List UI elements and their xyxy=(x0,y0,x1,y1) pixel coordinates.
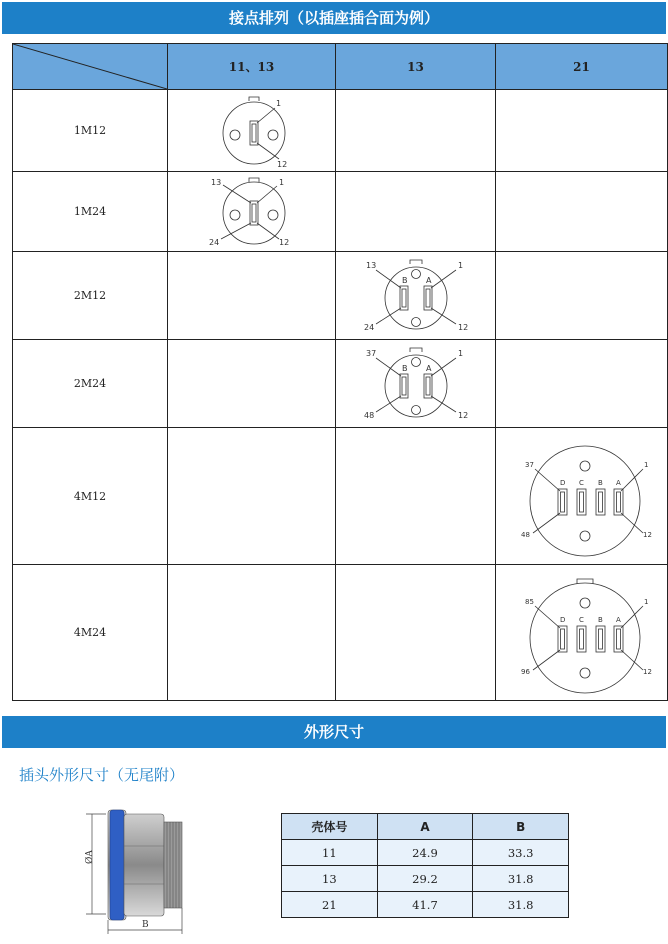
empty-cell xyxy=(168,252,336,340)
header-shell-21: 21 xyxy=(496,44,668,90)
pin-label: 12 xyxy=(278,237,289,247)
pin-label: A xyxy=(615,479,621,487)
pin-label: B xyxy=(597,479,603,487)
table-row xyxy=(282,892,569,918)
pin-label: 12 xyxy=(457,410,468,420)
cell-a: 41.7 xyxy=(377,892,473,918)
cell-shell: 21 xyxy=(282,892,378,918)
pin-row-4m24 xyxy=(13,565,668,701)
blue-coupling-ring xyxy=(110,810,124,920)
row-label: 2M12 xyxy=(13,252,168,340)
corner-cell xyxy=(13,44,168,90)
pin-diagram-1m12 xyxy=(197,91,307,171)
pin-diagram-1m24 xyxy=(197,173,307,251)
pin-label: D xyxy=(559,615,565,624)
table-row xyxy=(282,840,569,866)
pin-label: 1 xyxy=(643,597,648,606)
pin-label: 37 xyxy=(524,461,534,469)
plug-dimensions-subtitle: 插头外形尺寸（无尾附） xyxy=(19,766,185,784)
pin-diagram-cell xyxy=(336,252,496,340)
cell-a: 24.9 xyxy=(377,840,473,866)
plug-outline-drawing xyxy=(70,796,220,936)
empty-cell xyxy=(336,565,496,701)
pin-label: 96 xyxy=(520,667,530,676)
empty-cell xyxy=(496,172,668,252)
empty-cell xyxy=(336,172,496,252)
pin-row-2m24 xyxy=(13,340,668,428)
pin-diagram-cell xyxy=(168,172,336,252)
pin-label: B xyxy=(401,275,407,285)
empty-cell xyxy=(336,428,496,565)
pin-label: 24 xyxy=(363,322,374,332)
header-b: B xyxy=(473,814,569,840)
dimension-table xyxy=(281,813,569,918)
coupling-nut xyxy=(124,814,164,916)
empty-cell xyxy=(496,90,668,172)
header-a: A xyxy=(377,814,473,840)
row-label: 1M12 xyxy=(13,90,168,172)
pin-label: 1 xyxy=(643,461,648,469)
cell-a: 29.2 xyxy=(377,866,473,892)
empty-cell xyxy=(168,340,336,428)
pin-label: D xyxy=(559,479,565,487)
cell-b: 33.3 xyxy=(473,840,569,866)
pin-label: 37 xyxy=(365,348,376,358)
pin-row-4m12 xyxy=(13,428,668,565)
pin-diagram-cell xyxy=(336,340,496,428)
row-label: 2M24 xyxy=(13,340,168,428)
pin-diagram-2m12 xyxy=(346,254,486,338)
pin-label: 48 xyxy=(363,410,374,420)
pin-diagram-4m12 xyxy=(507,431,657,561)
header-shell-11-13: 11、13 xyxy=(168,44,336,90)
pin-label: A xyxy=(615,615,621,624)
pin-label: A xyxy=(425,275,431,285)
empty-cell xyxy=(168,565,336,701)
pin-label: 1 xyxy=(457,260,463,270)
cell-b: 31.8 xyxy=(473,866,569,892)
dimensions-banner: 外形尺寸 xyxy=(2,716,666,748)
pin-label: A xyxy=(425,363,431,373)
pin-label: 1 xyxy=(278,177,284,187)
dim-header-row xyxy=(282,814,569,840)
pin-label: 1 xyxy=(275,98,281,108)
dimension-a-label: ØA xyxy=(85,850,95,864)
empty-cell xyxy=(496,252,668,340)
pin-label: 12 xyxy=(276,159,287,169)
pin-label: 12 xyxy=(642,667,652,676)
row-label: 4M24 xyxy=(13,565,168,701)
pin-row-1m12 xyxy=(13,90,668,172)
pin-label: C xyxy=(578,615,584,624)
header-shell-13: 13 xyxy=(336,44,496,90)
row-label: 4M12 xyxy=(13,428,168,565)
row-label: 1M24 xyxy=(13,172,168,252)
pin-row-2m12 xyxy=(13,252,668,340)
pin-label: B xyxy=(597,615,603,624)
pin-table-header-row xyxy=(13,44,668,90)
diagonal-line xyxy=(13,44,167,89)
pin-label: 85 xyxy=(524,597,534,606)
pin-label: B xyxy=(401,363,407,373)
pin-label: 12 xyxy=(642,531,652,539)
header-shell-size: 壳体号 xyxy=(282,814,378,840)
empty-cell xyxy=(496,340,668,428)
pin-label: 1 xyxy=(457,348,463,358)
table-row xyxy=(282,866,569,892)
pin-label: 12 xyxy=(457,322,468,332)
pin-label: 48 xyxy=(520,531,530,539)
pin-label: C xyxy=(578,479,584,487)
pin-diagram-4m24 xyxy=(507,568,657,698)
pin-diagram-cell xyxy=(168,90,336,172)
pin-arrangement-table xyxy=(12,43,668,701)
pin-label: 13 xyxy=(365,260,376,270)
pin-arrangement-banner: 接点排列（以插座插合面为例） xyxy=(2,2,666,34)
pin-diagram-2m24 xyxy=(346,342,486,426)
pin-diagram-cell xyxy=(496,565,668,701)
empty-cell xyxy=(168,428,336,565)
dimension-b-label: B xyxy=(142,920,149,930)
pin-label: 13 xyxy=(210,177,221,187)
pin-diagram-cell xyxy=(496,428,668,565)
empty-cell xyxy=(336,90,496,172)
cell-shell: 11 xyxy=(282,840,378,866)
cell-shell: 13 xyxy=(282,866,378,892)
cell-b: 31.8 xyxy=(473,892,569,918)
pin-row-1m24 xyxy=(13,172,668,252)
pin-label: 24 xyxy=(208,237,219,247)
